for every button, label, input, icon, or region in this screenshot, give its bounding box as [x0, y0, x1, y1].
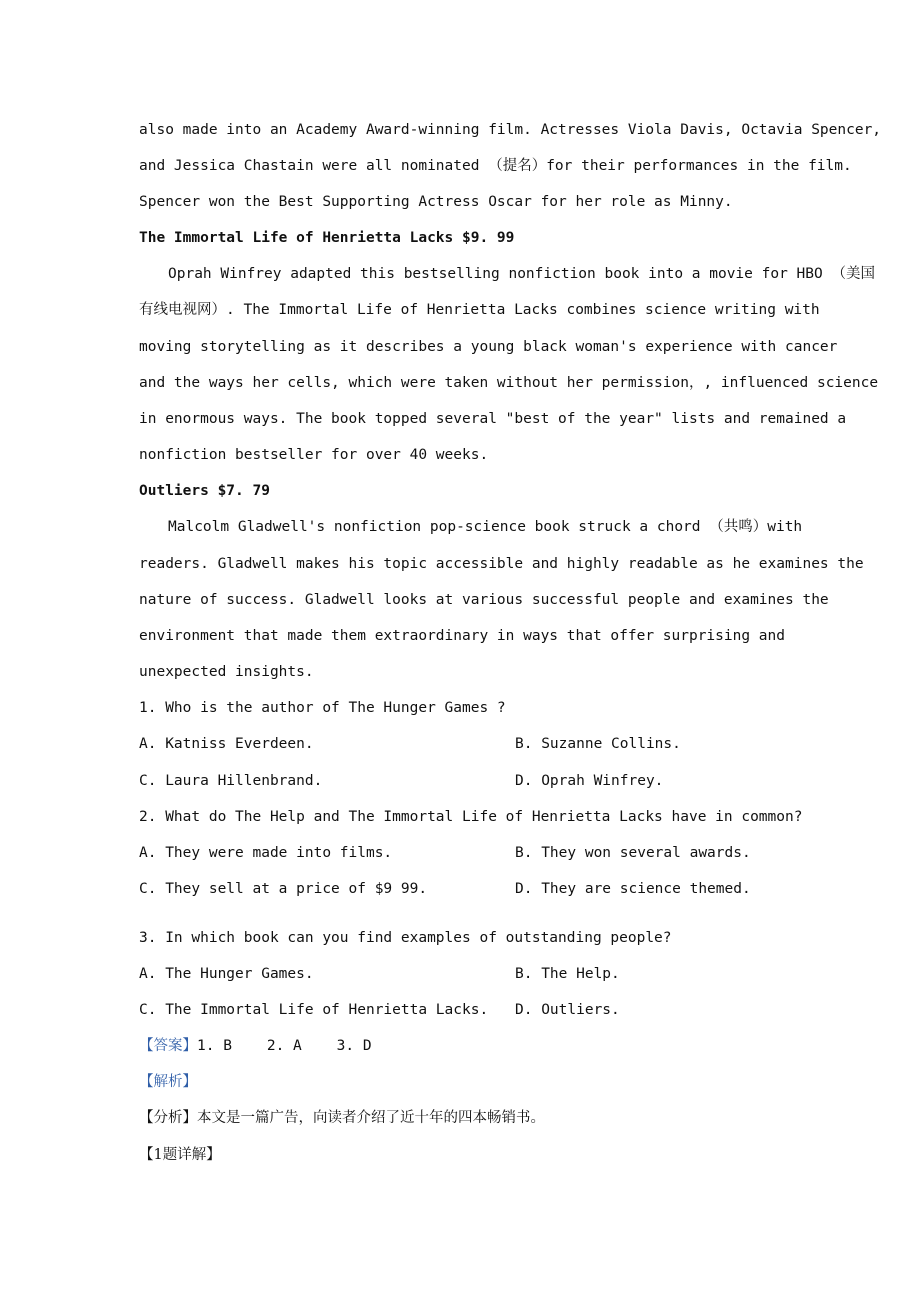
passage-line: Spencer won the Best Supporting Actress Oscar for her role as Minny. — [139, 194, 733, 210]
book-line: and the ways her cells, which were taken without her permission，, influenced science — [139, 375, 879, 391]
option-b: B. Suzanne Collins. — [515, 736, 681, 752]
option-d: D. They are science themed. — [515, 881, 751, 897]
option-c: C. The Immortal Life of Henrietta Lacks. — [139, 1002, 489, 1018]
book-line: in enormous ways. The book topped several "best of the year" lists and remained a — [139, 411, 847, 427]
option-b: B. They won several awards. — [515, 845, 751, 861]
option-a: A. Katniss Everdeen. — [139, 736, 314, 752]
question-stem: 1. Who is the author of The Hunger Games ? — [139, 700, 506, 716]
book-line: Oprah Winfrey adapted this bestselling nonfiction book into a movie for HBO （美国 — [168, 266, 875, 282]
option-b: B. The Help. — [515, 966, 620, 982]
answer-text: 1. B 2. A 3. D — [197, 1038, 372, 1054]
passage-line: and Jessica Chastain were all nominated （提名）for their performances in the film. — [139, 158, 852, 174]
book-line: 有线电视网）. The Immortal Life of Henrietta Lacks combines science writing with — [139, 302, 820, 318]
passage-line: also made into an Academy Award-winning film. Actresses Viola Davis, Octavia Spencer, — [139, 122, 882, 138]
book-line: unexpected insights. — [139, 664, 314, 680]
option-a: A. They were made into films. — [139, 845, 393, 861]
analysis-label: 【解析】 — [139, 1074, 197, 1090]
answer-label: 【答案】 — [139, 1038, 197, 1054]
option-c: C. They sell at a price of $9 99. — [139, 881, 428, 897]
book-line: Malcolm Gladwell's nonfiction pop-science book struck a chord （共鸣）with — [168, 519, 803, 535]
book-line: nature of success. Gladwell looks at various successful people and examines the — [139, 592, 829, 608]
book-line: readers. Gladwell makes his topic accessible and highly readable as he examines the — [139, 556, 864, 572]
option-a: A. The Hunger Games. — [139, 966, 314, 982]
question-stem: 2. What do The Help and The Immortal Life of Henrietta Lacks have in common? — [139, 809, 803, 825]
question-stem: 3. In which book can you find examples of outstanding people? — [139, 930, 672, 946]
book-title: Outliers $7. 79 — [139, 483, 270, 499]
book-title: The Immortal Life of Henrietta Lacks $9. 99 — [139, 230, 515, 246]
book-line: environment that made them extraordinary in ways that offer surprising and — [139, 628, 786, 644]
analysis-summary: 【分析】本文是一篇广告，向读者介绍了近十年的四本畅销书。 — [139, 1110, 545, 1126]
answer-line — [139, 1036, 372, 1056]
option-d: D. Oprah Winfrey. — [515, 773, 664, 789]
option-c: C. Laura Hillenbrand. — [139, 773, 323, 789]
book-line: moving storytelling as it describes a young black woman's experience with cancer — [139, 339, 838, 355]
detail-label: 【1题详解】 — [139, 1147, 221, 1163]
option-d: D. Outliers. — [515, 1002, 620, 1018]
book-line: nonfiction bestseller for over 40 weeks. — [139, 447, 489, 463]
